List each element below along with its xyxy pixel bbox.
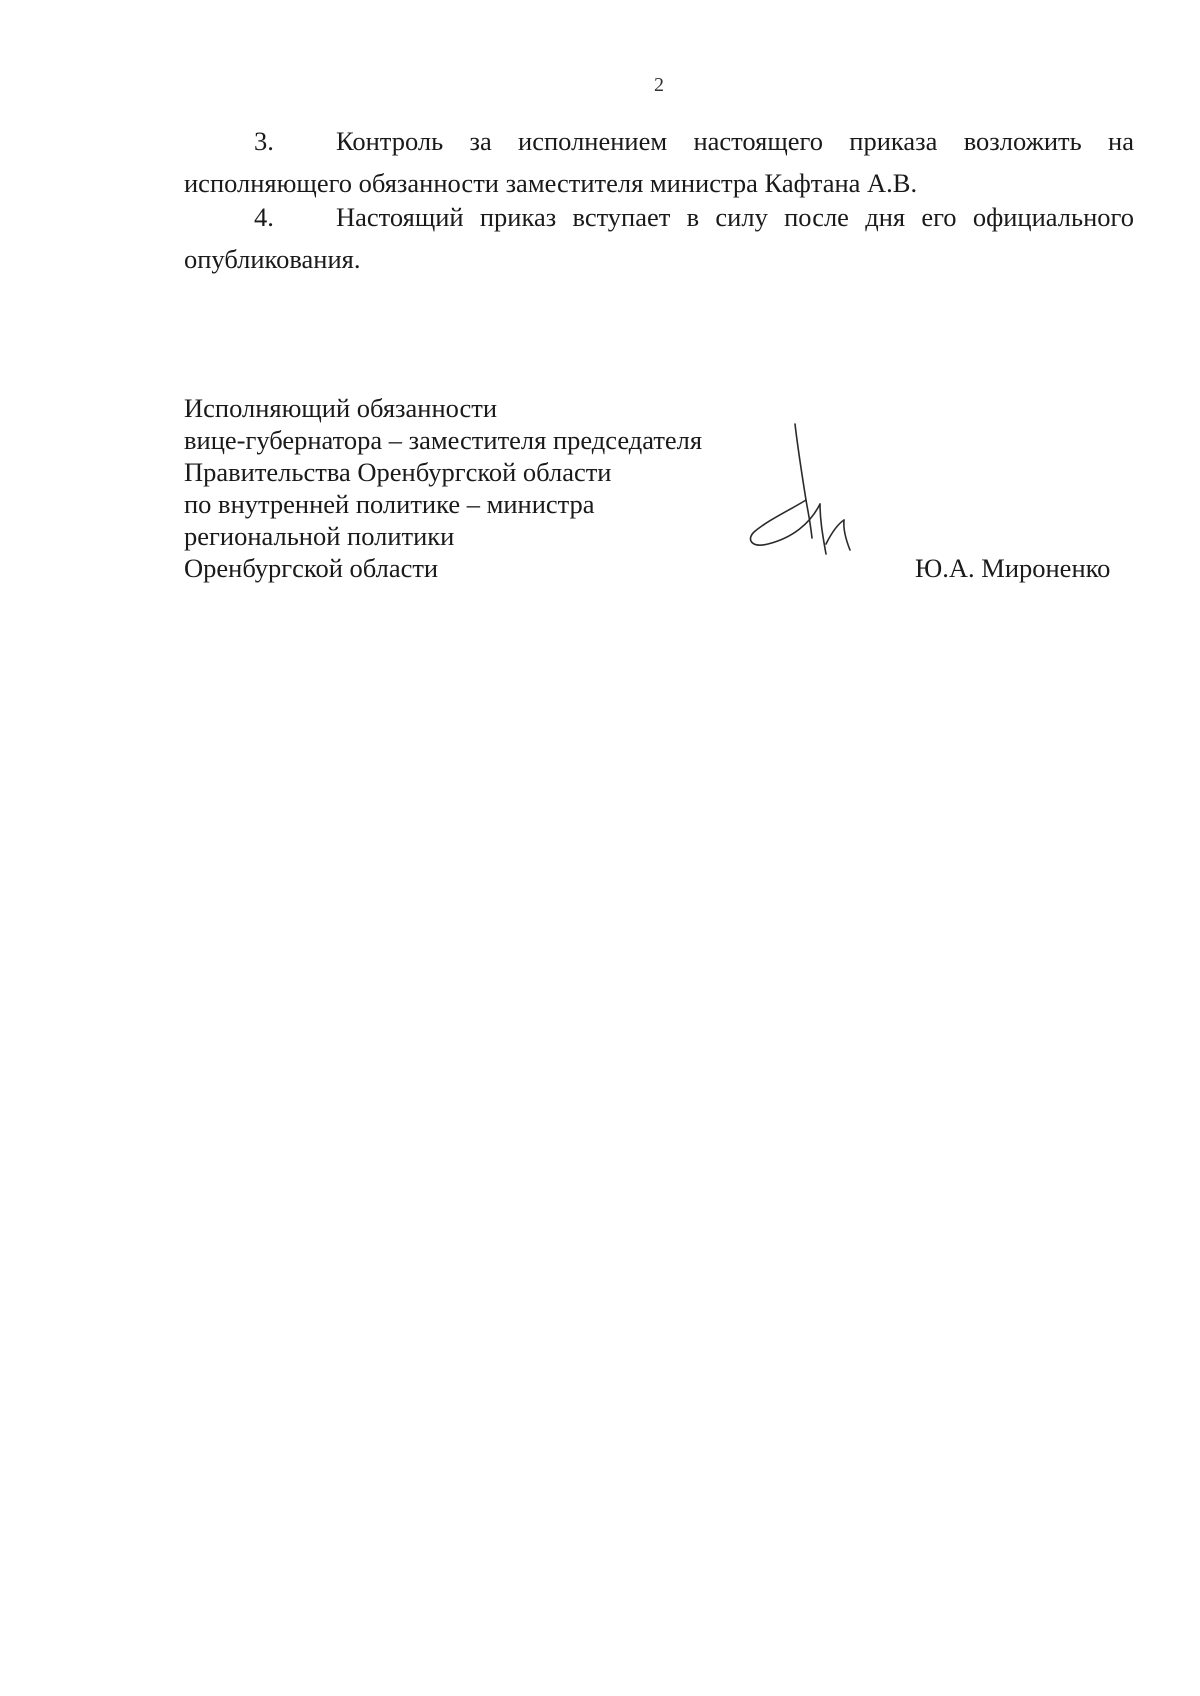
handwritten-signature	[740, 420, 860, 570]
position-line: вице-губернатора – заместителя председателя	[184, 425, 703, 455]
position-line: Оренбургской области	[184, 553, 439, 583]
signatory-position	[184, 392, 702, 584]
paragraph-first-line	[184, 120, 1134, 162]
item-text-continuation: опубликования.	[184, 244, 361, 274]
page-number: 2	[654, 74, 664, 96]
item-text-continuation: исполняющего обязанности заместителя министра Кафтана А.В.	[184, 168, 918, 198]
paragraph-first-line	[184, 196, 1134, 238]
item-number: 3.	[254, 126, 274, 156]
position-line: по внутренней политике – министра	[184, 489, 595, 519]
signer-name: Ю.А. Мироненко	[915, 553, 1111, 583]
item-number: 4.	[254, 202, 274, 232]
item-text-first-line: Контроль за исполнением настоящего приказа возложить на	[336, 126, 1134, 156]
position-line: региональной политики	[184, 521, 455, 551]
position-line: Исполняющий обязанности	[184, 393, 498, 423]
paragraph-item-4	[184, 196, 1134, 280]
position-line: Правительства Оренбургской области	[184, 457, 612, 487]
item-text-first-line: Настоящий приказ вступает в силу после дня его официального	[336, 202, 1134, 232]
paragraph-item-3	[184, 120, 1134, 204]
